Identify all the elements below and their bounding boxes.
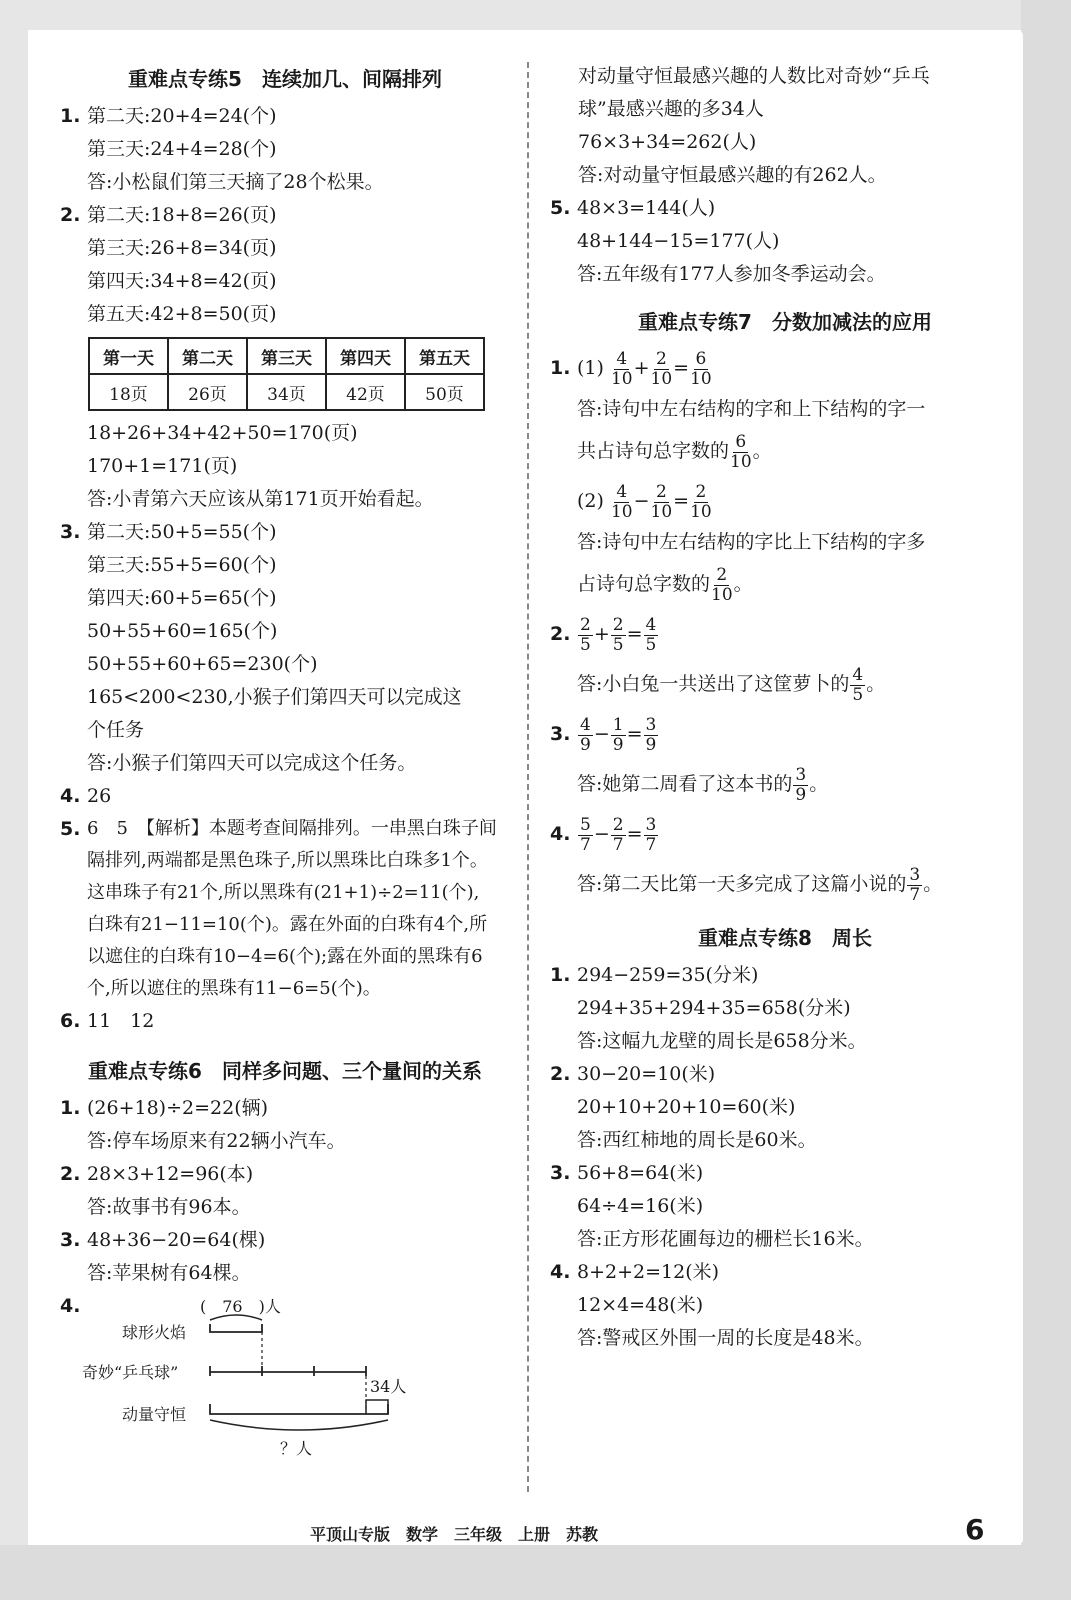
section-title-6: 重难点专练6 同样多问题、三个量间的关系: [88, 1059, 482, 1083]
answer-line: 答:苹果树有64棵。: [87, 1262, 251, 1284]
numerator: 2: [655, 348, 667, 369]
numerator: 4: [580, 714, 591, 735]
answer-line: 答:小白兔一共送出了这筐萝卜的 $\frac{4}{5}$ 。: [577, 664, 886, 705]
diagram-row-label: 动量守恒: [122, 1405, 187, 1424]
question-number: 1.: [550, 357, 571, 379]
fraction-equation: 2. $\frac{2}{5}$ + $\frac{2}{5}$ = $\frac{4}{5}$: [550, 609, 1020, 659]
answer-text: 第二天:20+4=24(个): [87, 105, 277, 127]
sub-label: (1): [577, 357, 604, 379]
table-header: 第四天: [326, 338, 405, 374]
page-frame-right: [1021, 0, 1071, 1600]
fraction-equation: 3. $\frac{4}{9}$ − $\frac{1}{9}$ = $\frac{3}{9}$: [550, 709, 1020, 759]
pages-table: [88, 337, 485, 411]
fraction: [651, 483, 673, 522]
denominator: 7: [909, 884, 921, 905]
answer-line: [60, 1224, 510, 1257]
answer-line: 答:西红柿地的周长是60米。: [577, 1129, 817, 1151]
denominator: 10: [610, 501, 633, 522]
denominator: 10: [690, 368, 712, 389]
diagram-row-label: 奇妙“乒乓球”: [82, 1363, 179, 1382]
fraction: [644, 716, 659, 755]
fraction: [644, 616, 659, 655]
answer-line: 64÷4=16(米): [577, 1195, 704, 1217]
answer-text: 8+2+2=12(米): [577, 1261, 720, 1283]
question-number: 5.: [60, 818, 81, 840]
answer-text: (26+18)÷2=22(辆): [87, 1097, 269, 1119]
fraction: [611, 816, 626, 855]
answer-line: 答:五年级有177人参加冬季运动会。: [577, 263, 886, 285]
left-column: [60, 58, 510, 1458]
answer-line: [60, 780, 510, 813]
fraction: [690, 483, 712, 522]
answer-line: 第四天:60+5=65(个): [87, 587, 277, 609]
answer-line: 294+35+294+35=658(分米): [577, 997, 851, 1019]
answer-text: 第二天:18+8=26(页): [87, 204, 277, 226]
page-footer: 平顶山专版 数学 三年级 上册 苏教: [310, 1525, 599, 1544]
answer-line: 答:这幅九龙壁的周长是658分米。: [577, 1030, 867, 1052]
answer-line: 答:小青第六天应该从第171页开始看起。: [87, 488, 434, 510]
answer-text: 答:第二天比第一天多完成了这篇小说的: [577, 873, 907, 895]
denominator: 10: [610, 368, 633, 389]
numerator: 4: [616, 348, 628, 369]
question-number: 2.: [60, 1163, 81, 1185]
answer-line: 165<200<230,小猴子们第四天可以完成这: [87, 686, 462, 708]
table-cell: 42页: [326, 374, 405, 410]
question-number: 2.: [550, 1063, 571, 1085]
answer-line: 答:小猴子们第四天可以完成这个任务。: [87, 752, 417, 774]
operator: −: [633, 490, 650, 512]
answer-line: 第三天:24+4=28(个): [87, 138, 277, 160]
answer-line: 48+144−15=177(人): [577, 230, 780, 252]
denominator: 10: [690, 501, 712, 522]
denominator: 9: [612, 734, 624, 755]
numerator: 2: [695, 481, 707, 502]
numerator: 3: [645, 714, 657, 735]
question-number: 1.: [60, 105, 81, 127]
answer-text: 48×3=144(人): [577, 197, 716, 219]
answer-line: 答:第二天比第一天多完成了这篇小说的 $\frac{3}{7}$ 。: [577, 864, 943, 905]
denominator: 10: [711, 584, 733, 605]
fraction-equation: 4. $\frac{5}{7}$ − $\frac{2}{7}$ = $\frac{3}{7}$: [550, 809, 1020, 859]
fraction: [578, 616, 593, 655]
question-number: 1.: [60, 1097, 81, 1119]
numerator: 3: [909, 864, 921, 885]
answer-line: [60, 1092, 510, 1125]
numerator: 4: [852, 664, 864, 685]
answer-line: 18+26+34+42+50=170(页): [87, 422, 358, 444]
answer-line: 个任务: [87, 719, 145, 741]
section-title-5: 重难点专练5 连续加几、间隔排列: [128, 67, 442, 91]
fraction: [730, 433, 752, 472]
fraction: [651, 350, 673, 389]
numerator: 2: [612, 814, 624, 835]
fraction: [611, 616, 626, 655]
answer-text: 共占诗句总字数的: [577, 440, 730, 462]
question-number: 4.: [550, 1261, 571, 1283]
answer-line: 球”最感兴趣的多34人: [578, 98, 764, 120]
answer-line: 第三天:26+8=34(页): [87, 237, 277, 259]
numerator: 2: [716, 564, 728, 585]
denominator: 5: [645, 634, 657, 655]
explanation-text: 6 5 【解析】本题考查间隔排列。一串黑白珠子间隔排列,两端都是黑色珠子,所以黑珠比白珠多1个。这串珠子有21个,所以黑珠有(21+1)÷2=11(个),白珠有21−11=10(个)。露在外面的白珠有4个,所以遮住的白珠有10−4=6(个);露在外面的黑珠有6个,所以遮住的黑珠有11−6=5(个)。: [87, 818, 497, 999]
fraction: [611, 350, 633, 389]
denominator: 5: [580, 634, 591, 655]
fraction: [907, 866, 922, 905]
answer-line: [60, 1158, 510, 1191]
operator: −: [593, 823, 610, 845]
denominator: 10: [650, 368, 673, 389]
question-number: 4.: [60, 1295, 81, 1317]
table-cell: 18页: [89, 374, 168, 410]
denominator: 7: [645, 834, 657, 855]
question-number: 4.: [550, 823, 571, 845]
answer-text: 56+8=64(米): [577, 1162, 704, 1184]
question-number: 3.: [550, 1162, 571, 1184]
answer-line: [550, 959, 1020, 992]
section-title-7: 重难点专练7 分数加减法的应用: [638, 310, 932, 334]
numerator: 3: [795, 764, 807, 785]
table-header: 第二天: [168, 338, 247, 374]
answer-line: 答:警戒区外围一周的长度是48米。: [577, 1327, 874, 1349]
fraction-equation: (2) $\frac{4}{10}$ − $\frac{2}{10}$ = $\frac{2}{10}$: [577, 481, 712, 522]
fraction: [611, 716, 626, 755]
numerator: 3: [645, 814, 657, 835]
numerator: 2: [655, 481, 667, 502]
answer-text: 占诗句总字数的: [577, 573, 711, 595]
answer-line: 答:诗句中左右结构的字和上下结构的字一: [577, 398, 926, 420]
page-number: 6: [965, 1513, 985, 1546]
diagram-top-label: ( 76 )人: [200, 1297, 281, 1316]
page-frame-left: [0, 0, 28, 1600]
sub-label: (2): [577, 490, 604, 512]
question-number: 4.: [60, 785, 81, 807]
fraction: [711, 566, 733, 605]
question-number: 2.: [550, 623, 571, 645]
fraction: [793, 766, 808, 805]
fraction: [578, 816, 593, 855]
answer-line: 共占诗句总字数的 $\frac{6}{10}$ 。: [577, 431, 772, 472]
denominator: 9: [795, 784, 807, 805]
question-number: 5.: [550, 197, 571, 219]
answer-line: 答:停车场原来有22辆小汽车。: [87, 1130, 346, 1152]
answer-text: 30−20=10(米): [577, 1063, 716, 1085]
operator: +: [633, 357, 650, 379]
answer-text: 48+36−20=64(棵): [87, 1229, 266, 1251]
answer-line: [550, 1256, 1020, 1289]
numerator: 4: [645, 614, 657, 635]
page-frame-top: [0, 0, 1071, 30]
denominator: 5: [612, 634, 624, 655]
answer-line: [550, 1157, 1020, 1190]
denominator: 9: [580, 734, 591, 755]
fraction: [644, 816, 659, 855]
operator: −: [593, 723, 610, 745]
answer-line: 20+10+20+10=60(米): [577, 1096, 796, 1118]
answer-line: 答:对动量守恒最感兴趣的有262人。: [578, 164, 887, 186]
answer-line: [60, 516, 510, 549]
denominator: 7: [580, 834, 591, 855]
answer-line: 占诗句总字数的 $\frac{2}{10}$ 。: [577, 564, 753, 605]
denominator: 10: [650, 501, 673, 522]
answer-line: 170+1=171(页): [87, 455, 238, 477]
answer-line: 答:故事书有96本。: [87, 1196, 251, 1218]
fraction: [611, 483, 633, 522]
answer-text: 第二天:50+5=55(个): [87, 521, 277, 543]
numerator: 6: [695, 348, 707, 369]
denominator: 9: [645, 734, 657, 755]
question-number: 3.: [60, 1229, 81, 1251]
question-number: 3.: [550, 723, 571, 745]
section-title-8: 重难点专练8 周长: [698, 926, 872, 950]
denominator: 5: [852, 684, 864, 705]
fraction-equation: 1. (1) $\frac{4}{10}$ + $\frac{2}{10}$ = $\frac{6}{10}$: [550, 343, 1020, 393]
fraction: [690, 350, 712, 389]
answer-line: 50+55+60+65=230(个): [87, 653, 318, 675]
diagram-lines: [60, 1290, 510, 1465]
answer-line: 76×3+34=262(人): [578, 131, 757, 153]
answer-line: 12×4=48(米): [577, 1294, 704, 1316]
answer-text: 答:她第二周看了这本书的: [577, 773, 793, 795]
line-segment-diagram: [60, 1290, 510, 1458]
answer-line: 答:正方形花圃每边的栅栏长16米。: [577, 1228, 874, 1250]
answer-line: [550, 1058, 1020, 1091]
answer-text: 294−259=35(分米): [577, 964, 759, 986]
answer-line: [60, 199, 510, 232]
column-divider: [527, 62, 529, 1492]
table-cell: 34页: [247, 374, 326, 410]
numerator: 6: [735, 431, 747, 452]
question-number: 6.: [60, 1010, 81, 1032]
fraction: [578, 716, 593, 755]
table-header: 第一天: [89, 338, 168, 374]
fraction: [850, 666, 865, 705]
numerator: 1: [612, 714, 624, 735]
table-header: 第五天: [405, 338, 484, 374]
answer-line: [60, 100, 510, 133]
answer-line: 对动量守恒最感兴趣的人数比对奇妙“乒乓: [578, 65, 930, 87]
diagram-row-label: 球形火焰: [122, 1323, 187, 1342]
answer-line: 第五天:42+8=50(页): [87, 303, 277, 325]
numerator: 4: [616, 481, 628, 502]
numerator: 2: [580, 614, 591, 635]
answer-line: 50+55+60=165(个): [87, 620, 278, 642]
answer-line: [550, 192, 1020, 225]
answer-line: 答:她第二周看了这本书的 $\frac{3}{9}$ 。: [577, 764, 829, 805]
diagram-extra-label: 34人: [370, 1377, 407, 1396]
table-cell: 26页: [168, 374, 247, 410]
denominator: 10: [730, 451, 752, 472]
answer-text: 11 12: [87, 1010, 155, 1032]
numerator: 5: [580, 814, 591, 835]
table-cell: 50页: [405, 374, 484, 410]
answer-text: 26: [87, 785, 112, 807]
answer-paragraph: [60, 813, 510, 1005]
question-number: 2.: [60, 204, 81, 226]
answer-line: 答:诗句中左右结构的字比上下结构的字多: [577, 531, 926, 553]
answer-line: 第三天:55+5=60(个): [87, 554, 277, 576]
page-frame-bottom: [0, 1545, 1071, 1600]
operator: +: [593, 623, 610, 645]
question-number: 3.: [60, 521, 81, 543]
diagram-bottom-label: ？人: [280, 1439, 313, 1458]
answer-line: 第四天:34+8=42(页): [87, 270, 277, 292]
numerator: 2: [612, 614, 624, 635]
answer-text: 答:小白兔一共送出了这筐萝卜的: [577, 673, 850, 695]
denominator: 7: [612, 834, 624, 855]
right-column: [550, 60, 1020, 1355]
table-header: 第三天: [247, 338, 326, 374]
answer-text: 28×3+12=96(本): [87, 1163, 254, 1185]
answer-line: [60, 1005, 510, 1038]
answer-line: 答:小松鼠们第三天摘了28个松果。: [87, 171, 384, 193]
question-number: 1.: [550, 964, 571, 986]
